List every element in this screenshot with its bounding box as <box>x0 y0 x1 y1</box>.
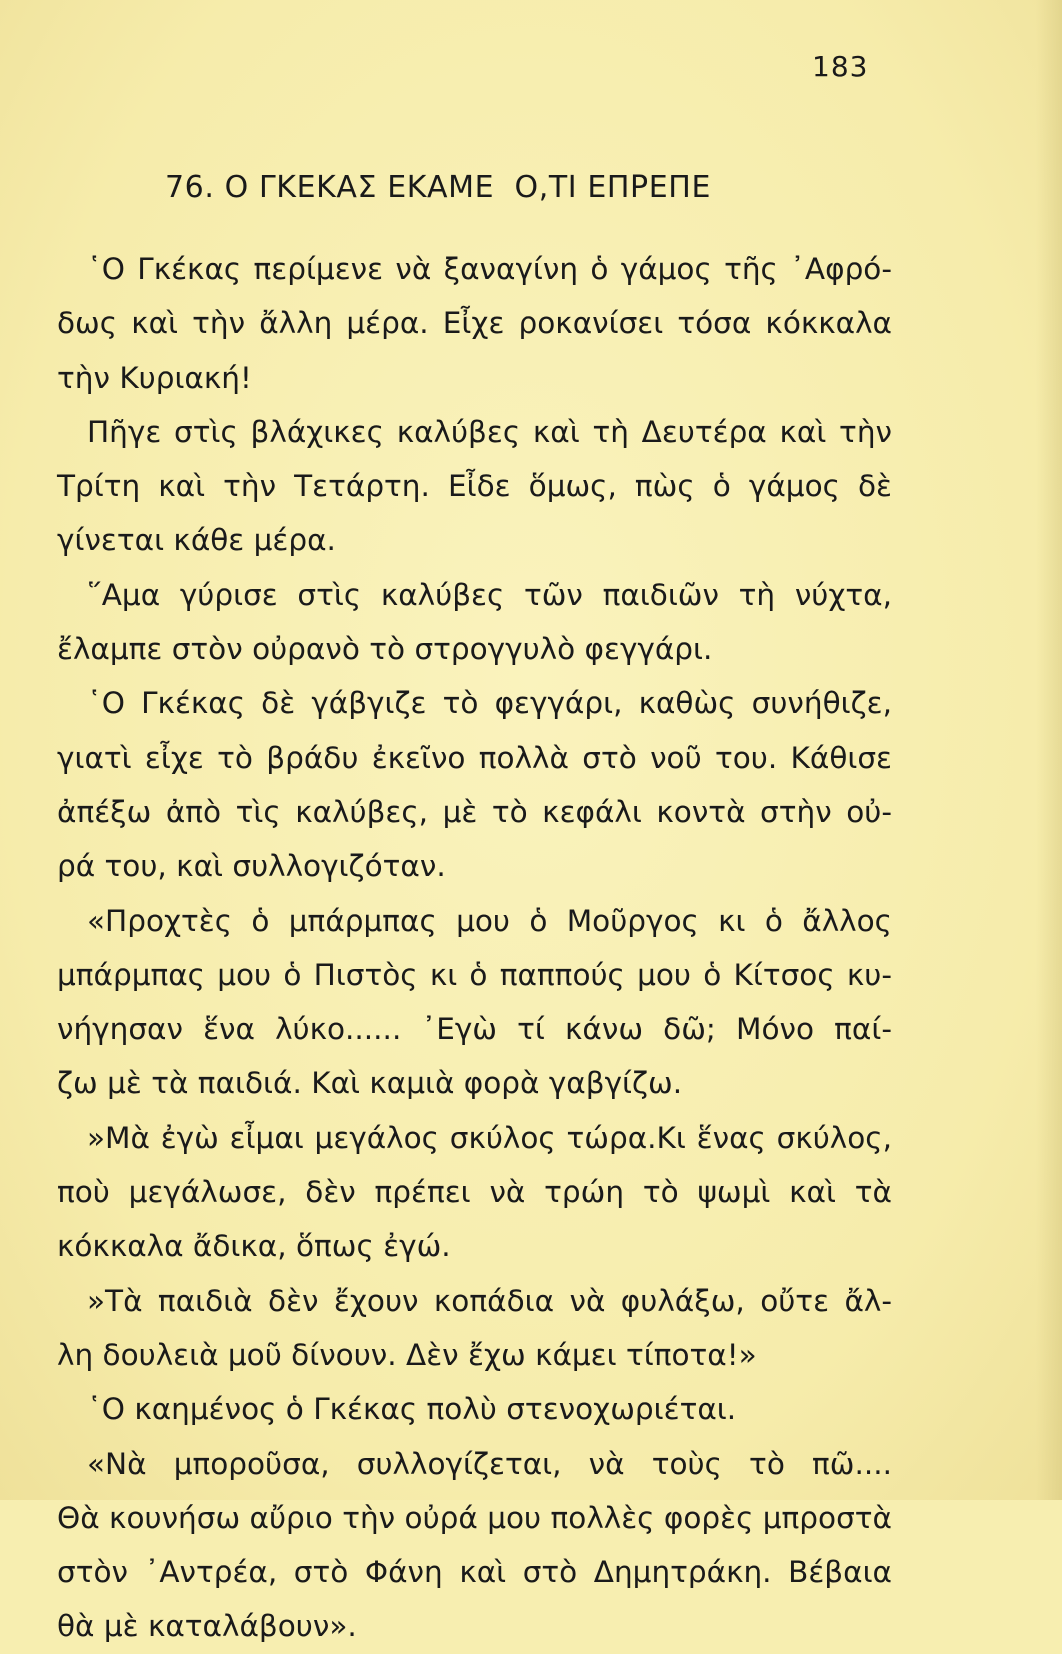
text-line: ῾Ο καημένος ὁ Γκέκας πολὺ στενοχωριέται. <box>87 1392 737 1427</box>
text-line: Πῆγε στὶς βλάχικες καλύβες καὶ τὴ Δευτέρα καὶ τὴν <box>87 414 892 449</box>
text-line: Τρίτη καὶ τὴν Τετάρτη. Εἶδε ὅμως, πὼς ὁ γάμος δὲ <box>57 469 892 504</box>
text-line: στὸν ᾿Αντρέα, στὸ Φάνη καὶ στὸ Δημητράκη. Βέβαια <box>57 1555 892 1590</box>
text-line: Θὰ κουνήσω αὔριο τὴν οὐρά μου πολλὲς φορὲς μπροστὰ <box>57 1500 892 1535</box>
text-line: ῞Αμα γύρισε στὶς καλύβες τῶν παιδιῶν τὴ νύχτα, <box>87 577 892 612</box>
text-line: τὴν Κυριακή! <box>57 360 252 395</box>
text-line: δως καὶ τὴν ἄλλη μέρα. Εἶχε ροκανίσει τόσα κόκκαλα <box>57 306 892 341</box>
page-number: 183 <box>812 50 869 83</box>
body-text <box>57 242 892 1654</box>
text-line: «Προχτὲς ὁ μπάρμπας μου ὁ Μοῦργος κι ὁ ἄλλος <box>87 903 892 938</box>
text-line: «Νὰ μποροῦσα, συλλογίζεται, νὰ τοὺς τὸ πῶ.... <box>87 1446 892 1481</box>
text-line: »Τὰ παιδιὰ δὲν ἔχουν κοπάδια νὰ φυλάξω, οὔτε ἄλ- <box>87 1283 892 1318</box>
text-line: ρά του, καὶ συλλογιζόταν. <box>57 849 446 884</box>
text-line: »Μὰ ἐγὼ εἶμαι μεγάλος σκύλος τώρα.Κι ἕνας σκύλος, <box>87 1120 892 1155</box>
chapter-title: 76. Ο ΓΚΕΚΑΣ ΕΚΑΜΕ Ο,ΤΙ ΕΠΡΕΠΕ <box>165 170 712 205</box>
text-line: ῾Ο Γκέκας περίμενε νὰ ξαναγίνη ὁ γάμος τῆς ᾿Αφρό- <box>87 252 892 286</box>
text-line: ῾Ο Γκέκας δὲ γάβγιζε τὸ φεγγάρι, καθὼς συνήθιζε, <box>87 686 892 721</box>
text-line: ἔλαμπε στὸν οὐρανὸ τὸ στρογγυλὸ φεγγάρι. <box>57 632 713 667</box>
text-line: μπάρμπας μου ὁ Πιστὸς κι ὁ παππούς μου ὁ Κίτσος κυ- <box>57 957 892 992</box>
text-line: γιατὶ εἶχε τὸ βράδυ ἐκεῖνο πολλὰ στὸ νοῦ του. Κάθισε <box>57 740 892 775</box>
text-line: ζω μὲ τὰ παιδιά. Καὶ καμιὰ φορὰ γαβγίζω. <box>57 1066 683 1101</box>
text-line: ποὺ μεγάλωσε, δὲν πρέπει νὰ τρώη τὸ ψωμὶ καὶ τὰ <box>57 1175 892 1210</box>
page-edge-shadow <box>1036 0 1062 1500</box>
text-line: λη δουλειὰ μοῦ δίνουν. Δὲν ἔχω κάμει τίποτα!» <box>57 1337 757 1372</box>
text-line: θὰ μὲ καταλάβουν». <box>57 1609 357 1644</box>
text-line: γίνεται κάθε μέρα. <box>57 523 336 558</box>
text-line: ἀπέξω ἀπὸ τὶς καλύβες, μὲ τὸ κεφάλι κοντὰ στὴν οὐ- <box>57 794 892 829</box>
text-line: νήγησαν ἕνα λύκο...... ᾿Εγὼ τί κάνω δῶ; Μόνο παί- <box>57 1012 892 1047</box>
text-line: κόκκαλα ἄδικα, ὅπως ἐγώ. <box>57 1229 451 1264</box>
